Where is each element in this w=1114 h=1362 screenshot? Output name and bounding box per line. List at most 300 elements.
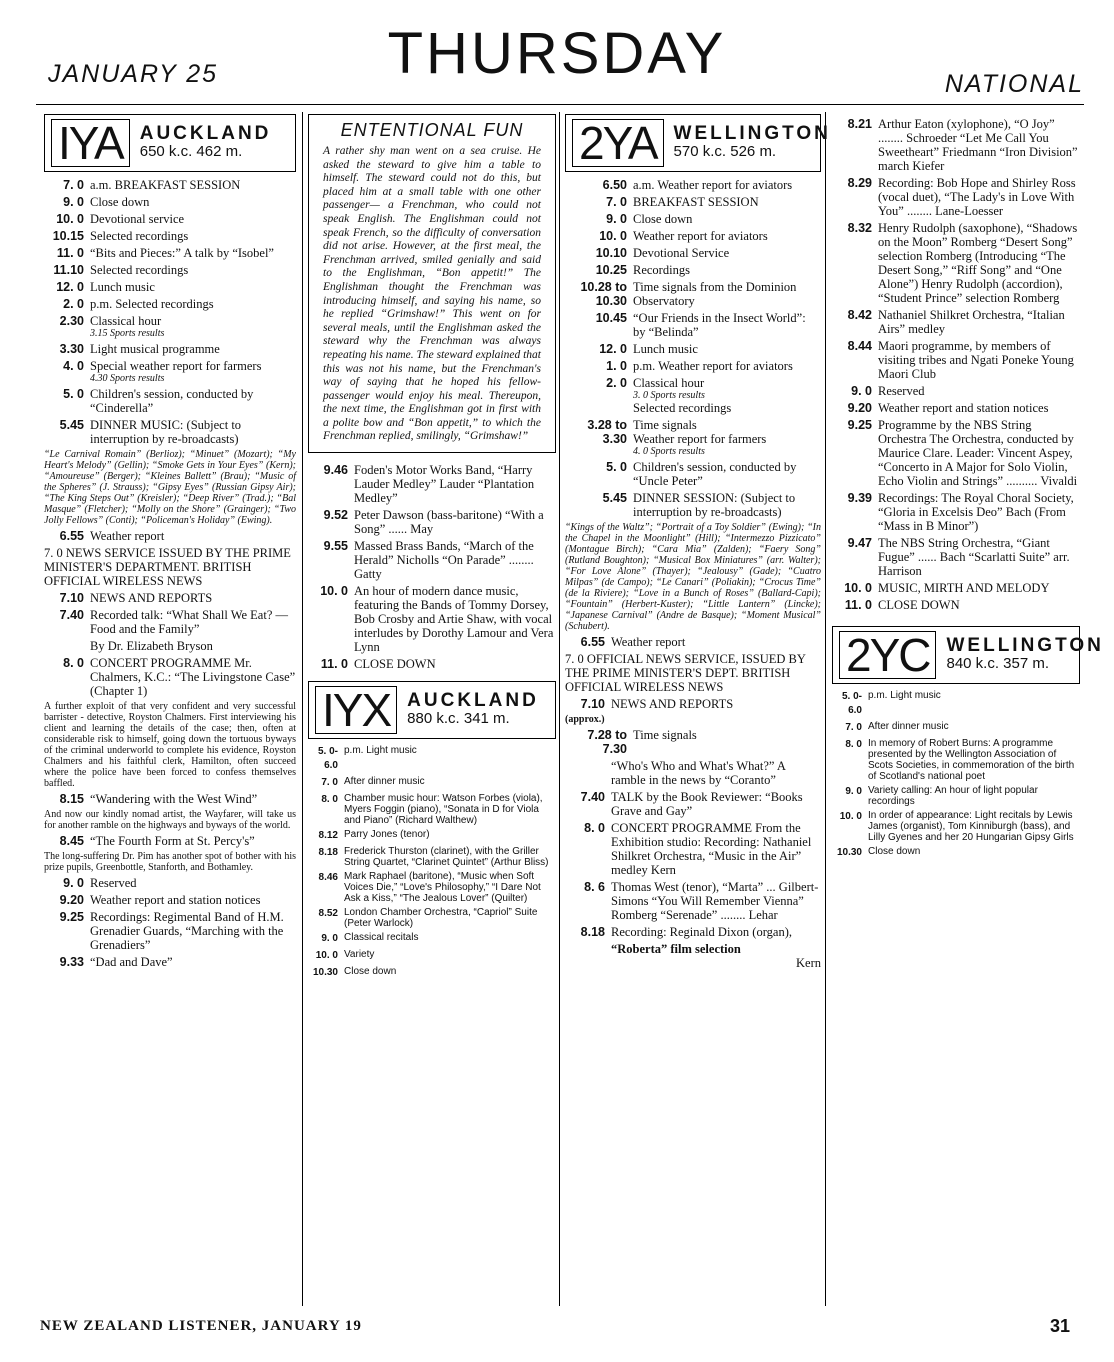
program-text xyxy=(90,280,296,294)
program-title: Selected recordings xyxy=(90,263,189,277)
program-text xyxy=(90,263,296,277)
program-item xyxy=(832,846,1080,860)
program-item xyxy=(44,195,296,209)
program-time: 9. 0 xyxy=(321,933,338,945)
program-title: TALK by the Book Reviewer: “Books Grave and Gay” xyxy=(611,790,803,818)
program-text: CONCERT PROGRAMME Mr. Chalmers, K.C.: “The Livingstone Case” (Chapter 1) xyxy=(90,656,296,698)
program-note2: 4. 0 Sports results xyxy=(633,446,705,457)
program-item xyxy=(565,880,821,922)
program-title: Reserved xyxy=(878,384,925,398)
program-time: 2.30 xyxy=(59,314,84,328)
program-text xyxy=(878,308,1080,336)
column-right xyxy=(832,114,1104,863)
program-text: “Wandering with the West Wind” xyxy=(90,792,258,806)
station-logo-2yc xyxy=(832,626,1104,684)
program-item xyxy=(832,401,1080,415)
program-text xyxy=(344,793,556,826)
program-text xyxy=(90,955,296,969)
program-time: 8.44 xyxy=(847,339,872,353)
station-mark: 2YA xyxy=(572,119,664,167)
program-item xyxy=(832,418,1080,488)
program-text xyxy=(633,246,821,260)
program-text xyxy=(633,229,821,243)
program-item xyxy=(565,195,821,209)
program-text xyxy=(611,790,821,818)
program-title: The NBS String Orchestra, “Giant Fugue” ...... Bach “Scarlatti Suite” arr. Harrison xyxy=(878,536,1070,578)
program-title: BREAKFAST SESSION xyxy=(633,195,759,209)
station-mark: IYX xyxy=(315,686,397,734)
program-time: 8. 0 xyxy=(63,656,84,670)
program-title: Close down xyxy=(90,195,150,209)
program-item xyxy=(565,246,821,260)
program-item xyxy=(44,314,296,339)
program-item xyxy=(308,463,556,505)
program-item xyxy=(44,893,296,907)
program-time: 11. 0 xyxy=(844,598,872,612)
program-text xyxy=(344,932,556,946)
news-service: 7. 0 NEWS SERVICE ISSUED BY THE PRIME MINISTER'S DEPARTMENT. BRITISH OFFICIAL WIRELESS NEWS xyxy=(44,546,291,588)
program-title: Classical hour xyxy=(633,376,705,390)
program-text xyxy=(354,584,556,654)
program-item xyxy=(832,598,1080,612)
program-text xyxy=(344,846,556,868)
program-text xyxy=(633,263,821,277)
program-title: Frederick Thurston (clarinet), with the Griller String Quartet, “Clarinet Quintet” (Arthur Bliss) xyxy=(344,846,549,869)
program-item xyxy=(44,529,296,543)
program-time: 6.50 xyxy=(602,178,627,192)
program-item xyxy=(565,178,821,192)
program-item xyxy=(308,793,556,826)
program-text xyxy=(633,418,821,457)
story-box xyxy=(308,114,556,453)
program-time: 10.45 xyxy=(595,311,627,325)
program-time: 10.30 xyxy=(836,847,862,858)
program-text xyxy=(611,821,821,877)
program-time: 9. 0 xyxy=(63,195,84,209)
program-title: Peter Dawson (bass-baritone) “With a Song” ...... May xyxy=(354,508,544,537)
program-time: 8.12 xyxy=(318,830,338,842)
program-item xyxy=(565,229,821,243)
program-title: Nathaniel Shilkret Orchestra, “Italian Airs” medley xyxy=(878,308,1065,336)
program-text xyxy=(90,876,296,890)
program-text xyxy=(868,846,1080,860)
program-time: 8. 0 xyxy=(321,794,338,806)
program-item xyxy=(44,876,296,890)
program-item xyxy=(44,910,296,952)
story-text: A rather shy man went on a sea cruise. He asked the steward to give him a table to himself. The steward could not do this, but placed him at a small table with one other passenger— a Frenchman, who could not speak English. The Englishman could not speak French, so the difficulty of conversation did not arise. However, at the first meal, the Frenchman arrived, smiled genially and said to the Englishman, “Bon appetit!” The Englishman thought the Frenchman was introducing himself, and saying his name, so he replied “Grimshaw!” This went on for several meals, until the Englishman asked the steward why the Frenchman was always repeating his name. The steward explained that this was not his name, but the Frenchman's way of saying that he hoped his fellow-passenger would enjoy his meal. Thereupon, the next time, the Englishman got in first with a polite bow and “Bon appetit,” to which the Frenchman replied, smilingly, “Grimshaw!” xyxy=(323,145,541,443)
program-item xyxy=(565,728,821,756)
news-service: 7. 0 OFFICIAL NEWS SERVICE, ISSUED BY THE PRIME MINISTER'S DEPT. BRITISH OFFICIAL WIRELESS NEWS xyxy=(565,652,806,694)
program-time: 8.46 xyxy=(318,872,338,884)
program-title: Special weather report for farmers xyxy=(90,359,262,373)
program-title: Henry Rudolph (saxophone), “Shadows on the Moon” Romberg “Desert Song” selection Romberg (Introducing “The Desert Song,” “Riff Song” and “One Alone”) Henry Rudolph (accordion), “Student Prince” selection Romberg xyxy=(878,221,1078,305)
program-title: Recording: Bob Hope and Shirley Ross (vocal duet), “The Lady's in Love With You” ........ Lane-Loesser xyxy=(878,176,1076,218)
station-mark: IYA xyxy=(51,119,130,167)
program-time: 5. 0 xyxy=(606,460,627,474)
program-item xyxy=(565,359,821,373)
program-time: 5. 0-6.0 xyxy=(841,691,862,716)
program-title: “Bits and Pieces:” A talk by “Isobel” xyxy=(90,246,274,260)
program-time: 7.40 xyxy=(580,790,605,804)
program-title: Weather report xyxy=(90,529,165,543)
program-title: Arthur Eaton (xylophone), “O Joy” ........ Schroeder “Let Me Call You Sweetheart” Friedmann “Iron Division” march Kiefer xyxy=(878,117,1078,173)
program-title: In memory of Robert Burns: A programme presented by the Wellington Association of Scots Societies, in commemoration of the birth of Scotland's national poet xyxy=(868,738,1075,782)
program-text xyxy=(633,311,821,339)
program-item xyxy=(44,591,296,605)
program-text xyxy=(878,176,1080,218)
station-city: WELLINGTON xyxy=(946,635,1104,656)
station-city: AUCKLAND xyxy=(139,123,272,144)
column-middle xyxy=(308,114,556,983)
program-text xyxy=(611,635,821,649)
program-title: Time signals xyxy=(633,728,697,742)
program-text xyxy=(878,221,1080,305)
program-text xyxy=(90,212,296,226)
program-time: 7. 0 xyxy=(63,178,84,192)
program-title: An hour of modern dance music, featuring the Bands of Tommy Dorsey, Bob Crosby and Artie Shaw, with vocal interludes by Dorothy Lamour and Vera Lynn xyxy=(354,584,554,655)
program-item xyxy=(308,907,556,929)
program-time: 11. 0 xyxy=(56,246,84,260)
program-time: 10. 0 xyxy=(56,212,84,226)
program-text xyxy=(633,460,821,488)
program-time: 8. 0 xyxy=(845,739,862,750)
program-item xyxy=(565,418,821,457)
program-item xyxy=(832,308,1080,336)
station-logo-2ya xyxy=(565,114,831,172)
program-time: 9.39 xyxy=(847,491,872,505)
program-item xyxy=(832,721,1080,735)
program-time: 7.10 xyxy=(59,591,84,605)
program-item xyxy=(44,342,296,356)
program-text xyxy=(633,178,821,192)
program-text xyxy=(633,342,821,356)
program-title: p.m. Selected recordings xyxy=(90,297,214,311)
program-item xyxy=(832,738,1080,782)
column-2ya xyxy=(565,114,831,970)
program-time: 8.42 xyxy=(847,308,872,322)
header-network: NATIONAL xyxy=(944,70,1084,98)
program-title: In order of appearance: Light recitals by Lewis James (organist), Tom Kinniburgh (bass), and Lilly Gyenes and her 20 Hungarian Gipsy Girls xyxy=(868,810,1074,843)
program-text xyxy=(344,949,556,963)
program-item xyxy=(308,966,556,980)
program-text xyxy=(633,195,821,209)
program-text xyxy=(878,598,1080,612)
column-divider xyxy=(559,112,560,1306)
program-time: 8.45 xyxy=(59,834,84,848)
program-title: Maori programme, by members of visiting tribes and Ngati Poneke Young Maori Club xyxy=(878,339,1074,381)
program-text xyxy=(868,690,1080,718)
program-title: Variety xyxy=(344,949,375,961)
program-item xyxy=(308,745,556,773)
program-title: DINNER MUSIC: (Subject to interruption by re-broadcasts) xyxy=(90,418,242,446)
program-title: Classical hour xyxy=(90,314,162,328)
program-title: CLOSE DOWN xyxy=(878,598,960,612)
program-title: Lunch music xyxy=(90,280,155,294)
program-text xyxy=(878,491,1080,533)
program-item xyxy=(565,280,821,308)
program-time: 8.29 xyxy=(847,176,872,190)
program-note: 3.15 Sports results xyxy=(90,328,165,339)
program-item xyxy=(44,263,296,277)
program-title: Time signals from the Dominion Observatory xyxy=(633,280,797,308)
station-mark: 2YC xyxy=(839,631,936,679)
program-title: Variety calling: An hour of light popular recordings xyxy=(868,785,1038,807)
program-title: p.m. Light music xyxy=(344,745,417,757)
program-item xyxy=(565,491,821,519)
program-text: NEWS AND REPORTS xyxy=(611,697,734,711)
program-item xyxy=(565,311,821,339)
station-logo-iyx xyxy=(308,681,556,739)
program-item xyxy=(565,342,821,356)
program-title: CLOSE DOWN xyxy=(354,657,436,672)
program-item xyxy=(308,846,556,868)
program-text xyxy=(90,529,296,543)
program-extra: Selected recordings xyxy=(633,401,732,415)
program-item xyxy=(308,539,556,581)
program-item xyxy=(308,776,556,790)
program-time: 5.45 xyxy=(59,418,84,432)
program-text xyxy=(90,608,296,636)
program-time: 10. 0 xyxy=(315,950,338,962)
station-city: AUCKLAND xyxy=(407,690,539,712)
program-time: 8.15 xyxy=(59,792,84,806)
program-title: Weather report xyxy=(611,635,686,649)
station-frequency: 650 k.c. 462 m. xyxy=(139,143,243,160)
program-time: 9.52 xyxy=(323,508,348,523)
program-text xyxy=(878,581,1080,595)
program-time: 9.46 xyxy=(323,463,348,478)
program-text xyxy=(354,508,556,536)
dinner-music-list: “Le Carnival Romain” (Berlioz); “Minuet” (Mozart); “My Heart's Melody” (Gellin); “Smoke Gets in Your Eyes” (Kern); “Amoureuse” (Berger); “Kleines Ballett” (Brau); “Music of the Spheres” (J. Strauss); “Gipsy Eyes” (Russian Gipsy Air); “The King Steps Out” (Kreisler); “Deep River” (Trad.); “Bal Masque” (Fletcher); “Molly on the Shore” (Grainger); “Two Jolly Fellows” (Conti); “Policeman's Holiday” (Ewing). xyxy=(44,449,296,526)
program-item xyxy=(308,657,556,671)
program-title: Selected recordings xyxy=(90,229,189,243)
program-text xyxy=(344,966,556,980)
header-rule xyxy=(36,104,1084,105)
program-title: “Our Friends in the Insect World”: by “Belinda” xyxy=(633,311,806,339)
program-item xyxy=(308,508,556,536)
program-time: 10.25 xyxy=(595,263,627,277)
program-title: Weather report and station notices xyxy=(878,401,1049,415)
program-title: Close down xyxy=(868,846,921,857)
program-time: 5.45 xyxy=(602,491,627,505)
program-time: 7.28 to 7.30 xyxy=(587,728,627,756)
program-time: 5. 0-6.0 xyxy=(317,746,338,772)
program-item xyxy=(308,932,556,946)
program-title: Mark Raphael (baritone), “Music when Soft Voices Die,” “Love's Philosophy,” “I Dare Not Ask a Kiss,” “The Jealous Lover” (Quilter) xyxy=(344,871,541,905)
program-item xyxy=(565,263,821,277)
program-text: “The Fourth Form at St. Percy's” xyxy=(90,834,255,848)
program-time: 7. 0 xyxy=(845,722,862,733)
program-item xyxy=(565,376,821,415)
program-title: MUSIC, MIRTH AND MELODY xyxy=(878,581,1050,595)
program-time: 7.40 xyxy=(59,608,84,622)
program-time: 9. 0 xyxy=(606,212,627,226)
program-text xyxy=(868,810,1080,843)
station-frequency: 880 k.c. 341 m. xyxy=(407,710,510,728)
program-text xyxy=(611,925,821,939)
whos-who: “Who's Who and What's What?” A ramble in the news by “Coranto” xyxy=(611,759,786,787)
program-time: 7.10 xyxy=(580,697,605,711)
program-item xyxy=(44,359,296,384)
program-title: Weather report for aviators xyxy=(633,229,768,243)
program-text xyxy=(354,657,556,671)
program-time: 10. 0 xyxy=(839,811,862,822)
program-time: 10. 0 xyxy=(320,584,348,599)
program-title: Recording: Reginald Dixon (organ), xyxy=(611,925,792,939)
program-title: Devotional service xyxy=(90,212,185,226)
program-title: DINNER SESSION: (Subject to interruption by re-broadcasts) xyxy=(633,491,796,519)
program-time: 10.30 xyxy=(312,967,338,979)
program-time: 8.52 xyxy=(318,908,338,920)
program-title: Massed Brass Bands, “March of the Herald” Nicholls “On Parade” ........ Gatty xyxy=(354,539,534,582)
program-title: After dinner music xyxy=(344,776,425,788)
station-frequency: 570 k.c. 526 m. xyxy=(673,143,777,160)
program-title: Lunch music xyxy=(633,342,698,356)
roberta-composer: Kern xyxy=(796,956,821,970)
program-extra2: Weather report for farmers xyxy=(633,432,767,446)
program-title: NEWS AND REPORTS xyxy=(90,591,213,605)
program-time: 10.15 xyxy=(52,229,84,243)
program-time: 6.55 xyxy=(580,635,605,649)
program-text xyxy=(90,893,296,907)
program-text xyxy=(90,359,296,384)
program-time: 5. 0 xyxy=(63,387,84,401)
program-title: Light musical programme xyxy=(90,342,220,356)
program-text xyxy=(344,745,556,773)
program-text xyxy=(878,418,1080,488)
program-item xyxy=(565,460,821,488)
program-text xyxy=(633,212,821,226)
program-item xyxy=(44,178,296,192)
program-time: 2. 0 xyxy=(606,376,627,390)
station-frequency: 840 k.c. 357 m. xyxy=(946,655,1050,672)
program-time: 2. 0 xyxy=(63,297,84,311)
program-time: 9.25 xyxy=(847,418,872,432)
program-item xyxy=(44,229,296,243)
program-text xyxy=(633,728,821,756)
column-divider xyxy=(302,112,303,1306)
program-text xyxy=(878,536,1080,578)
program-time: 9. 0 xyxy=(63,876,84,890)
program-item xyxy=(565,821,821,877)
program-title: Close down xyxy=(344,966,397,978)
program-text xyxy=(90,297,296,311)
program-note: And now our kindly nomad artist, the Wayfarer, will take us for another ramble on the highways and byways of the world. xyxy=(44,809,296,831)
header-day: THURSDAY xyxy=(387,21,727,86)
program-title: a.m. Weather report for aviators xyxy=(633,178,793,192)
program-title: After dinner music xyxy=(868,721,949,732)
program-item xyxy=(44,955,296,969)
program-text xyxy=(633,491,821,519)
header-date: JANUARY 25 xyxy=(48,60,219,88)
program-time: 8. 0 xyxy=(584,821,605,835)
program-item xyxy=(832,221,1080,305)
program-title: Devotional Service xyxy=(633,246,730,260)
program-time: 12. 0 xyxy=(599,342,627,356)
program-title: Children's session, conducted by “Cinderella” xyxy=(90,387,254,415)
program-item xyxy=(44,608,296,636)
program-item xyxy=(832,339,1080,381)
dinner-music-list: “Kings of the Waltz”; “Portrait of a Toy Soldier” (Ewing); “In the Chapel in the Moonlight” (Hill); “Intermezzo Pizzicato” (Montague Birch); “Cara Mia” (Zalden); “Faery Song” (Rutland Boughton); “Musical Box Miniatures” (arr. Walter); “For Love Alone” (Thayer); “Jealousy” (Gade); “Cuatro Milpas” (de Campo); “Le Canari” (Poliakin); “Crocus Time” (de la Riviere); “Love in a Bunch of Roses” (Ballard-Capi); “Fountain” (Herbert-Kuster); “Little Lantern” (Lincke); “Japanese Carnival” (Andre de Basque); “Moment Musical” (Schubert). xyxy=(565,522,821,632)
program-text xyxy=(344,776,556,790)
program-item xyxy=(44,834,296,848)
program-item xyxy=(832,176,1080,218)
program-time: 8.18 xyxy=(580,925,605,939)
program-text xyxy=(868,721,1080,735)
column-divider xyxy=(825,112,826,1306)
program-title: Recordings: The Royal Choral Society, “Gloria in Excelsis Deo” Bach (From “Mass in B Minor”) xyxy=(878,491,1074,533)
program-note: The long-suffering Dr. Pim has another spot of bother with his prize pupils, Greenbottle, Stanforth, and Bothamley. xyxy=(44,851,296,873)
program-note: A further exploit of that very confident and very successful barrister - detective, Royston Chalmers. First interviewing his client and learning the details of the case; then, often at considerable risk to himself, going down the tortuous byways of the criminal underworld to complete his evidence, Royston Chalmers and his faithful clerk, Hamilton, often succeed where the police have been forced to confess themselves baffled. xyxy=(44,701,296,789)
program-time: 3.28 to 3.30 xyxy=(587,418,627,446)
program-text xyxy=(878,401,1080,415)
program-text xyxy=(90,178,296,192)
program-time: 9.33 xyxy=(59,955,84,969)
program-text xyxy=(354,463,556,505)
roberta-selection: “Roberta” film selection xyxy=(611,942,741,956)
talk-by: By Dr. Elizabeth Bryson xyxy=(90,639,213,653)
program-text xyxy=(90,229,296,243)
program-text xyxy=(344,871,556,904)
program-text xyxy=(878,117,1080,173)
program-text xyxy=(344,829,556,843)
program-item xyxy=(832,690,1080,718)
program-item xyxy=(308,871,556,904)
program-item xyxy=(565,790,821,818)
program-time: 9.25 xyxy=(59,910,84,924)
program-text xyxy=(344,907,556,929)
program-item xyxy=(565,697,821,711)
program-time: 4. 0 xyxy=(63,359,84,373)
program-text xyxy=(90,418,296,446)
program-text xyxy=(878,384,1080,398)
program-text xyxy=(90,314,296,339)
program-note: 4.30 Sports results xyxy=(90,373,165,384)
program-time: 10. 0 xyxy=(844,581,872,595)
program-item xyxy=(308,584,556,654)
program-title: Parry Jones (tenor) xyxy=(344,829,430,841)
program-text xyxy=(90,195,296,209)
program-item xyxy=(44,280,296,294)
program-text xyxy=(90,910,296,952)
program-title: Children's session, conducted by “Uncle Peter” xyxy=(633,460,797,488)
program-title: Foden's Motor Works Band, “Harry Lauder Medley” Lauder “Plantation Medley” xyxy=(354,463,535,506)
program-title: p.m. Light music xyxy=(868,690,941,701)
station-logo-iya xyxy=(44,114,296,172)
program-time: 1. 0 xyxy=(606,359,627,373)
program-time: 11.10 xyxy=(53,263,84,277)
approx-note: (approx.) xyxy=(565,714,605,725)
program-text xyxy=(90,246,296,260)
program-time: 9.47 xyxy=(847,536,872,550)
program-text xyxy=(90,342,296,356)
program-item xyxy=(832,491,1080,533)
program-title: Chamber music hour: Watson Forbes (viola), Myers Foggin (piano), “Sonata in D for Viola and Piano” (Richard Walthew) xyxy=(344,793,543,827)
program-text xyxy=(868,738,1080,782)
program-item xyxy=(832,810,1080,843)
program-title: Thomas West (tenor), “Marta” ... Gilbert-Simons “You Will Remember Vienna” Romberg “Serenade” ........ Lehar xyxy=(611,880,819,922)
program-text xyxy=(633,280,821,308)
program-note: 3. 0 Sports results xyxy=(633,390,705,401)
program-time: 10.10 xyxy=(595,246,627,260)
program-text xyxy=(868,785,1080,807)
program-item xyxy=(44,246,296,260)
program-title: London Chamber Orchestra, “Capriol” Suite (Peter Warlock) xyxy=(344,907,538,930)
program-time: 9. 0 xyxy=(845,786,862,797)
program-title: Recorded talk: “What Shall We Eat? — Food and the Family” xyxy=(90,608,288,636)
program-title: Close down xyxy=(633,212,693,226)
program-time: 8.32 xyxy=(847,221,872,235)
